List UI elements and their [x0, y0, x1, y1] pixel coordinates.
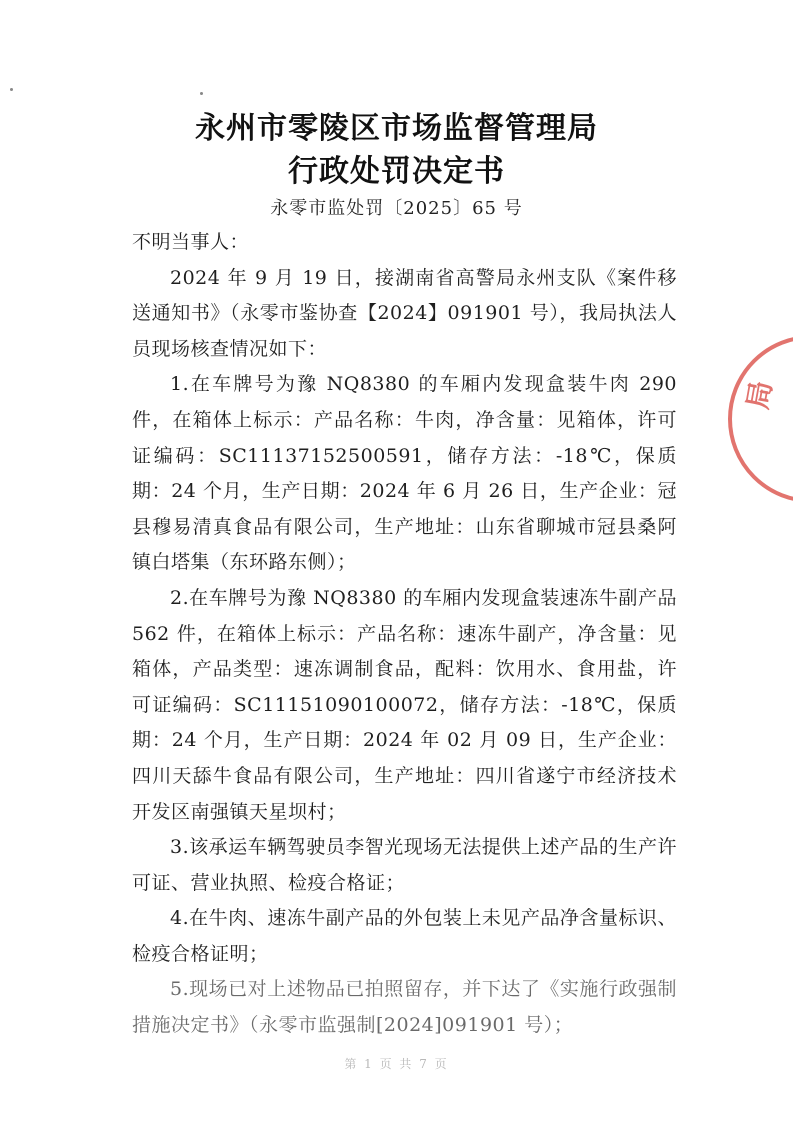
paragraph-item-4: 4.在牛肉、速冻牛副产品的外包装上未见产品净含量标识、检疫合格证明；	[132, 907, 677, 965]
agency-title: 永州市零陵区市场监督管理局	[195, 111, 598, 146]
document-number: 永零市监处罚〔2025〕65 号	[270, 198, 523, 219]
page-indicator: 第 1 页 共 7 页	[344, 1057, 449, 1071]
official-seal-text: 局	[740, 378, 779, 412]
paragraph-item-2: 2.在车牌号为豫 NQ8380 的车厢内发现盒装速冻牛副产品 562 件，在箱体上标示：产品名称：速冻牛副产，净含量：见箱体，产品类型：速冻调制食品，配料：饮用水、食用盐，许可证编码：SC11151090100072，储存方法：-18℃，保质期：24 个月，生产日期：2024 年 02 月 09 日，生产企业：四川天舔牛食品有限公司，生产地址：四川省遂宁市经济技术开发区南强镇天星坝村；	[132, 586, 677, 823]
paragraph-item-3: 3.该承运车辆驾驶员李智光现场无法提供上述产品的生产许可证、营业执照、检疫合格证；	[132, 836, 677, 894]
paragraph-intro: 2024 年 9 月 19 日，接湖南省高警局永州支队《案件移送通知书》（永零市鉴协查【2024】091901 号），我局执法人员现场核查情况如下：	[132, 266, 677, 360]
addressee: 不明当事人：	[132, 231, 250, 253]
paragraph-item-1: 1.在车牌号为豫 NQ8380 的车厢内发现盒装牛肉 290 件，在箱体上标示：产品名称：牛肉，净含量：见箱体，许可证编码：SC11137152500591，储存方法：-18℃，保质期：24 个月，生产日期：2024 年 6 月 26 日，生产企业：冠县穆易清真食品有限公司，生产地址：山东省聊城市冠县桑阿镇白塔集（东环路东侧）；	[132, 373, 677, 574]
scan-speck	[10, 88, 13, 91]
document-title: 行政处罚决定书	[288, 154, 505, 189]
paragraph-item-5: 5.现场已对上述物品已拍照留存，并下达了《实施行政强制措施决定书》（永零市监强制[2024]091901 号）；	[132, 978, 677, 1037]
scan-speck	[200, 92, 203, 95]
official-seal-icon	[728, 335, 793, 503]
document-body	[132, 225, 677, 1044]
